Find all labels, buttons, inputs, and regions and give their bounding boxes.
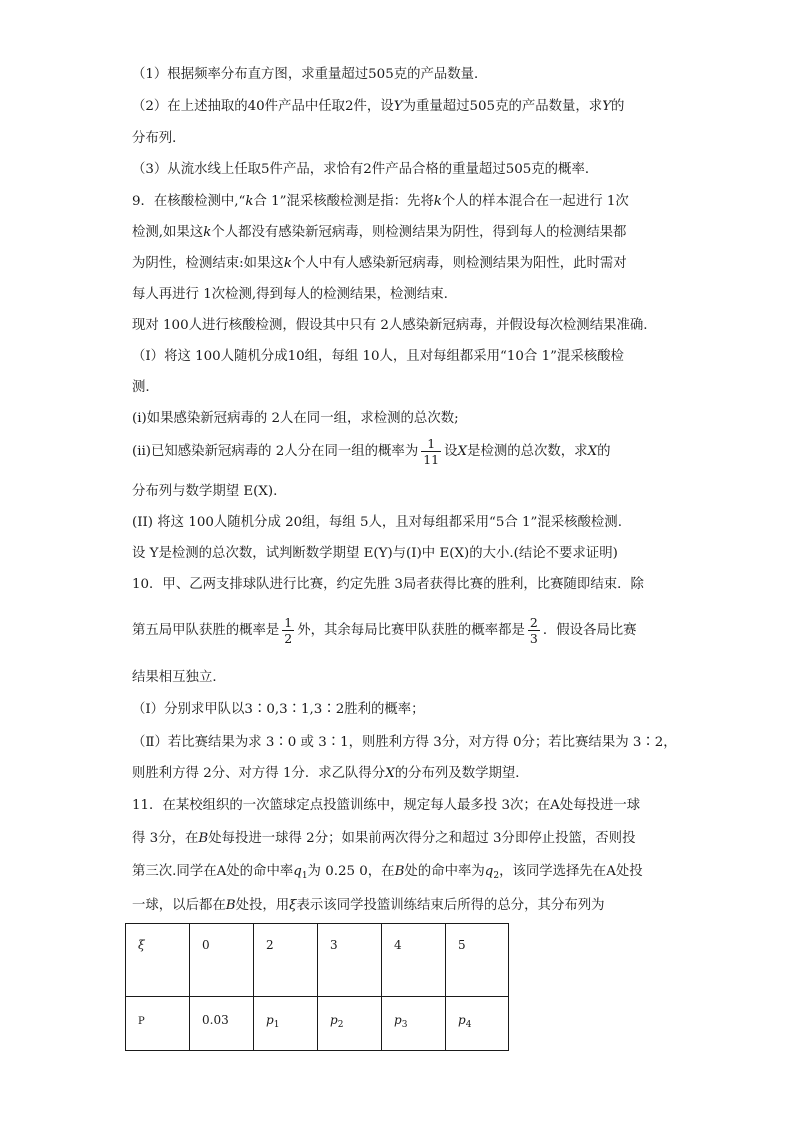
q9-line3 [132, 254, 672, 274]
fraction-2-3 [528, 615, 540, 646]
q8-part1 [132, 65, 672, 85]
q8-part2-cont [132, 129, 672, 149]
subscript: 1 [273, 1020, 280, 1030]
fraction-denominator: 3 [529, 631, 538, 646]
fraction-numerator: 1 [421, 436, 441, 452]
q8-part2-text-b: 为重量超过505克的产品数量，求 [402, 99, 603, 114]
var-y: Y [602, 99, 612, 114]
q8-part2-text-c: 的 [611, 99, 625, 114]
q10-text: 10．甲、乙两支排球队进行比赛，约定先胜 3局者获得比赛的胜利，比赛随即结束．除 [132, 577, 644, 592]
header-value: 2 [266, 938, 274, 952]
q10-line1 [132, 575, 672, 595]
q8-part3-text: （3）从流水线上任取5件产品，求恰有2件产品合格的重量超过505克的概率． [132, 162, 599, 177]
header-value: 3 [330, 938, 338, 952]
q10-text: 外，其余每局比赛甲队获胜的概率都是 [297, 623, 525, 638]
score-list: 3∶0,3∶1,3∶2 [244, 702, 345, 717]
header-value: 5 [458, 938, 466, 952]
q8-part1-text: （1）根据频率分布直方图，求重量超过505克的产品数量． [132, 67, 488, 82]
q9-text: 设 Y是检测的总次数，试判断数学期望 E(Y)与(I)中 E(X)的大小.(结论不要求证明) [132, 546, 618, 561]
prob-symbol: p [266, 1013, 274, 1027]
q9-text: 分布列与数学期望 E(X). [132, 484, 278, 499]
distribution-table [125, 923, 509, 1051]
q9-text: 9．在核酸检测中,“ [132, 194, 246, 209]
q10-part2 [132, 733, 677, 753]
q8-part2-text-d: 分布列． [132, 131, 186, 146]
row-label-p: P [138, 1016, 145, 1027]
subscript: 4 [465, 1020, 472, 1030]
var-k: k [283, 256, 292, 271]
q10-text: （Ⅱ）若比赛结果为求 3∶0 或 3∶1，则胜利方得 3分，对方得 0分；若比赛结果为 3∶2， [132, 735, 677, 750]
q10-part2-cont [132, 764, 672, 784]
prob-symbol: p [394, 1013, 402, 1027]
var-x: X [385, 766, 395, 781]
table-cell [446, 924, 509, 997]
table-cell [382, 924, 446, 997]
q9-line5 [132, 316, 672, 336]
fraction-denominator: 2 [284, 631, 293, 646]
prob-symbol: p [458, 1013, 466, 1027]
table-cell [318, 997, 382, 1051]
table-cell [254, 997, 318, 1051]
var-k: k [245, 194, 254, 209]
q9-text: (II) 将这 100人随机分成 20组，每组 5人，且对每组都采用“5合 1”混采核酸检测. [132, 515, 622, 530]
q10-line2 [132, 613, 672, 649]
q9-part2-cont [132, 544, 672, 564]
q9-text: 个人都没有感染新冠病毒，则检测结果为阴性，得到每人的检测结果都 [211, 225, 627, 240]
var-b: B [225, 898, 236, 913]
q11-text: 得 3分，在 [132, 831, 199, 846]
q11-line3 [132, 862, 672, 886]
fraction-1-11 [421, 436, 441, 467]
q11-text: 表示该同学投篮训练结束后所得的总分，其分布列为 [296, 898, 605, 913]
q9-text: 的 [597, 444, 611, 459]
q11-text: 处每投进一球得 2分；如果前两次得分之和超过 3分即停止投篮，否则投 [208, 831, 636, 846]
q9-text: 每人再进行 1次检测,得到每人的检测结果，检测结束. [132, 287, 448, 302]
subscript: 2 [493, 871, 500, 881]
header-xi: ξ [138, 938, 145, 952]
q10-part1 [132, 700, 672, 720]
subscript: 3 [401, 1020, 408, 1030]
q11-line1 [132, 796, 672, 816]
fraction-numerator: 2 [529, 615, 538, 630]
q11-text: 第三次.同学在A处的命中率 [132, 864, 294, 879]
q8-part2-text-a: （2）在上述抽取的40件产品中任取2件，设 [132, 99, 394, 114]
var-x: X [457, 444, 468, 459]
var-b: B [198, 831, 209, 846]
var-k: k [203, 225, 212, 240]
q9-text: 设 [444, 444, 458, 459]
q9-text: (ⅰ)如果感染新冠病毒的 2人在同一组，求检测的总次数; [132, 411, 459, 426]
var-q: q [293, 864, 302, 879]
q10-text: ．假设各局比赛 [542, 623, 637, 638]
q11-line4 [132, 896, 672, 916]
header-value: 4 [394, 938, 402, 952]
q11-text: 11．在某校组织的一次篮球定点投篮训练中，规定每人最多投 3次；在A处每投进一球 [132, 798, 641, 813]
prob-value: 0.03 [202, 1013, 229, 1027]
q11-text: 为 0.25 0，在 [307, 864, 395, 879]
q10-text: 胜利的概率； [344, 702, 425, 717]
q9-text: 合 1”混采核酸检测是指：先将 [253, 194, 434, 209]
var-b: B [394, 864, 405, 879]
var-x: X [587, 444, 598, 459]
var-k: k [433, 194, 442, 209]
q10-text: 则胜利方得 2分、对方得 1分．求乙队得分 [132, 766, 386, 781]
table-cell [190, 997, 254, 1051]
q8-part2 [132, 97, 672, 117]
header-value: 0 [202, 938, 210, 952]
table-cell [318, 924, 382, 997]
table-row [126, 997, 509, 1051]
table-cell [190, 924, 254, 997]
q9-line1 [132, 192, 672, 212]
q9-text: （I）将这 100人随机分成10组，每组 10人，且对每组都采用“10合 1”混采核酸检 [132, 349, 624, 364]
q9-text: 测. [132, 380, 150, 395]
q8-part3 [132, 160, 672, 180]
subscript: 2 [337, 1020, 344, 1030]
q9-text: 现对 100人进行核酸检测，假设其中只有 2人感染新冠病毒，并假设每次检测结果准确. [132, 318, 648, 333]
q9-part1-ii [132, 434, 672, 470]
q10-text: （Ⅰ）分别求甲队以 [132, 702, 245, 717]
table-cell [446, 997, 509, 1051]
q10-text: 的分布列及数学期望． [394, 766, 529, 781]
q9-text: 个人中有人感染新冠病毒，则检测结果为阳性，此时需对 [291, 256, 627, 271]
q11-text: 处投，用 [235, 898, 290, 913]
table-cell [126, 924, 190, 997]
var-y: Y [393, 99, 403, 114]
q9-part1 [132, 347, 672, 367]
subscript: 1 [301, 871, 308, 881]
fraction-numerator: 1 [284, 615, 293, 630]
table-cell [382, 997, 446, 1051]
q11-text: 处的命中率为 [404, 864, 485, 879]
fraction-denominator: 11 [423, 452, 440, 467]
q10-text: 结果相互独立． [132, 670, 226, 685]
prob-symbol: p [330, 1013, 338, 1027]
q9-line2 [132, 223, 672, 243]
var-q: q [484, 864, 494, 879]
q9-part1-i [132, 409, 672, 429]
table-cell [126, 997, 190, 1051]
q9-text: 是检测的总次数，求 [467, 444, 588, 459]
q9-part1-ii-cont [132, 482, 672, 502]
table-cell [254, 924, 318, 997]
q9-text: (ⅱ)已知感染新冠病毒的 2人分在同一组的概率为 [132, 444, 419, 459]
q11-text: ，该同学选择先在A处投 [499, 864, 643, 879]
q11-line2 [132, 829, 672, 849]
fraction-1-2 [282, 615, 294, 646]
q9-line4 [132, 285, 672, 305]
var-xi: ξ [289, 898, 297, 913]
q9-part1-cont [132, 378, 672, 398]
q10-line3 [132, 668, 672, 688]
q9-text: 为阴性，检测结束:如果这 [132, 256, 284, 271]
q9-text: 检测,如果这 [132, 225, 204, 240]
q11-text: 一球，以后都在 [132, 898, 226, 913]
q9-part2 [132, 513, 672, 533]
q9-text: 个人的样本混合在一起进行 1次 [441, 194, 629, 209]
table-header-row [126, 924, 509, 997]
q10-text: 第五局甲队获胜的概率是 [132, 623, 280, 638]
